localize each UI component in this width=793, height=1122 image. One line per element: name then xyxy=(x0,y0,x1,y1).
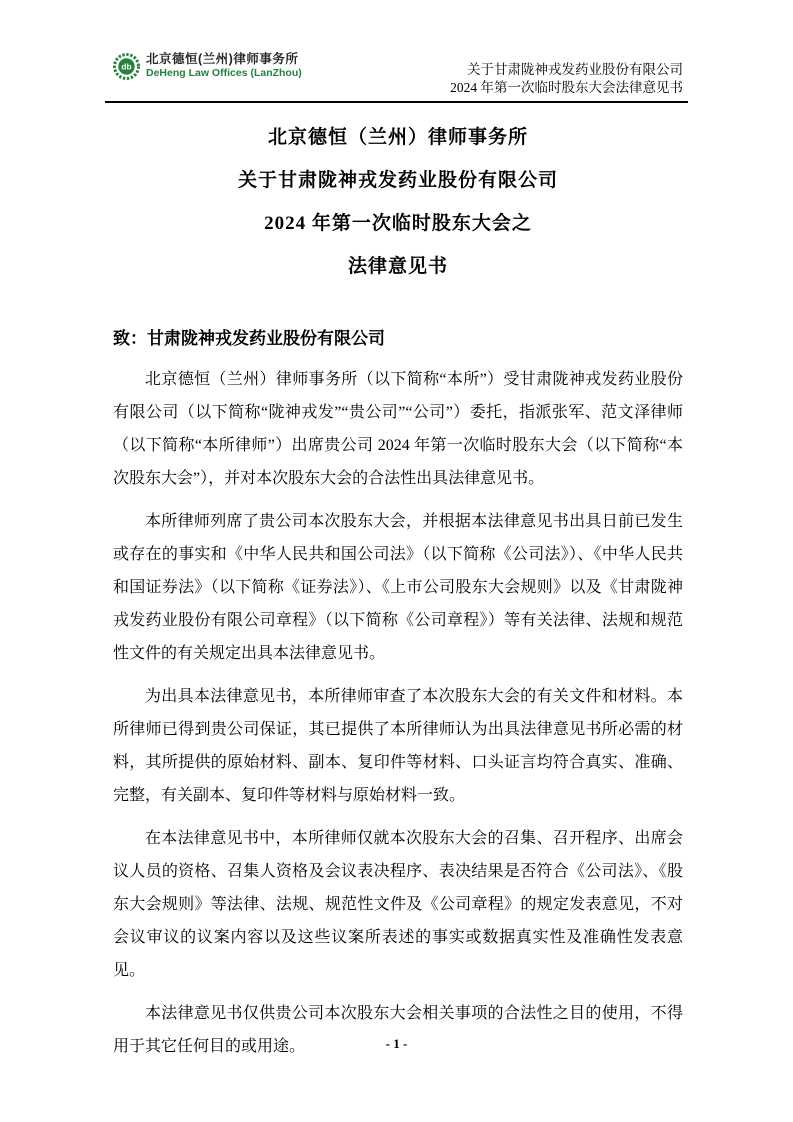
page-header xyxy=(113,52,683,97)
paragraph-3: 为出具本法律意见书，本所律师审查了本次股东大会的有关文件和材料。本所律师已得到贵公司保证，其已提供了本所律师认为出具法律意见书所必需的材料，其所提供的原始材料、副本、复印件等材料、口头证言均符合真实、准确、完整，有关副本、复印件等材料与原始材料一致。 xyxy=(113,688,683,804)
title-line-1: 北京德恒（兰州）律师事务所 xyxy=(267,127,528,148)
title-line-2: 关于甘肃陇神戎发药业股份有限公司 xyxy=(237,170,558,191)
deheng-seal-icon xyxy=(113,53,140,85)
logo-name-block xyxy=(146,52,302,80)
document-title xyxy=(113,116,683,288)
paragraph-4: 在本法律意见书中，本所律师仅就本次股东大会的召集、召开程序、出席会议人员的资格、召集人资格及会议表决程序、表决结果是否符合《公司法》、《股东大会规则》等法律、法规、规范性文件及《公司章程》的规定发表意见，不对会议审议的议案内容以及这些议案所表述的事实或数据真实性及准确性发表意见。 xyxy=(113,830,683,979)
salutation: 致：甘肃陇神戎发药业股份有限公司 xyxy=(113,329,385,348)
logo-cn-name: 北京德恒(兰州)律师事务所 xyxy=(146,52,299,66)
title-line-4: 法律意见书 xyxy=(347,256,448,277)
svg-text:db: db xyxy=(121,61,132,72)
paragraph-2: 本所律师列席了贵公司本次股东大会，并根据本法律意见书出具日前已发生或存在的事实和《中华人民共和国公司法》（以下简称《公司法》）、《中华人民共和国证券法》（以下简称《证券法》）、《上市公司股东大会规则》以及《甘肃陇神戎发药业股份有限公司章程》（以下简称《公司章程》）等有关法律、法规和规范性文件的有关规定出具本法律意见书。 xyxy=(113,513,683,662)
law-firm-logo xyxy=(113,52,302,85)
page-number: - 1 - xyxy=(385,1036,408,1051)
header-divider xyxy=(105,101,688,103)
document-body xyxy=(113,322,683,1063)
paragraph-5: 本法律意见书仅供贵公司本次股东大会相关事项的合法性之目的使用，不得用于其它任何目的或用途。 xyxy=(113,1005,683,1055)
running-head xyxy=(450,61,683,97)
running-head-line1: 关于甘肃陇神戎发药业股份有限公司 xyxy=(467,62,683,77)
title-line-3: 2024 年第一次临时股东大会之 xyxy=(264,213,532,234)
running-head-line2: 2024 年第一次临时股东大会法律意见书 xyxy=(450,80,683,95)
logo-en-name: DeHeng Law Offices (LanZhou) xyxy=(146,67,302,79)
paragraph-1: 北京德恒（兰州）律师事务所（以下简称“本所”）受甘肃陇神戎发药业股份有限公司（以下简称“陇神戎发”“贵公司”“公司”）委托，指派张军、范文泽律师（以下简称“本所律师”）出席贵公司 2024 年第一次临时股东大会（以下简称“本次股东大会”），并对本次股东大会的合法性出具法律意见书。 xyxy=(113,371,683,487)
